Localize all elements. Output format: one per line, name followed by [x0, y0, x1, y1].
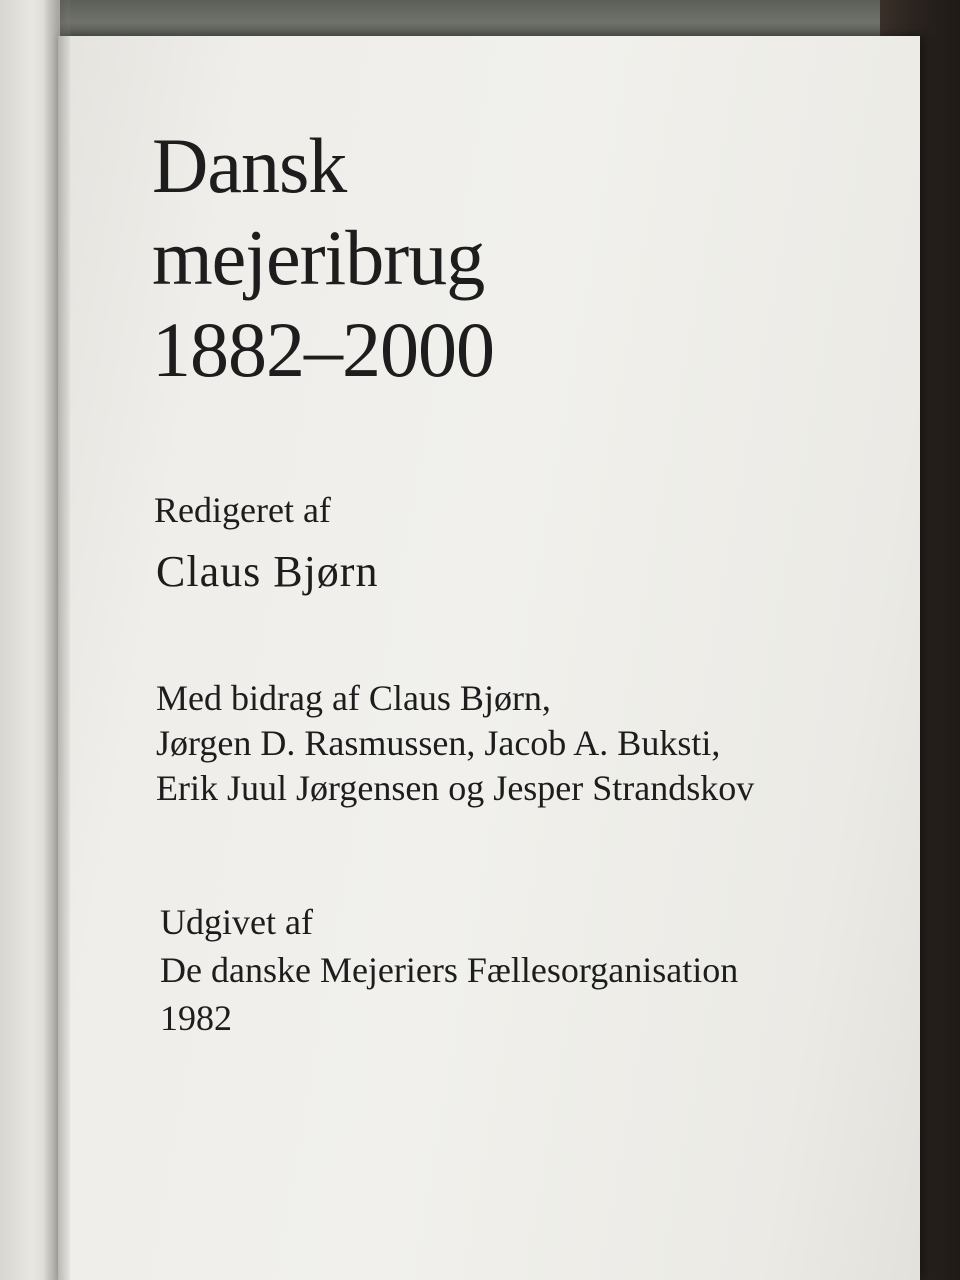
book-title	[152, 120, 494, 396]
contributors-line: Jørgen D. Rasmussen, Jacob A. Buksti,	[156, 723, 721, 763]
title-page	[58, 36, 920, 1280]
book-gutter	[44, 0, 70, 1280]
contributors	[156, 676, 754, 811]
title-line: Dansk	[152, 122, 347, 209]
publisher-label: Udgivet af	[160, 902, 313, 942]
contributors-line: Med bidrag af Claus Bjørn,	[156, 678, 551, 718]
contributors-line: Erik Juul Jørgensen og Jesper Strandskov	[156, 768, 755, 808]
publication-year: 1982	[160, 998, 232, 1038]
publisher-block	[160, 898, 738, 1042]
title-line: mejeribrug	[152, 214, 485, 301]
editor-label: Redigeret af	[154, 490, 331, 530]
editor-name: Claus Bjørn	[156, 547, 379, 596]
title-line: 1882–2000	[152, 306, 494, 393]
publisher-name: De danske Mejeriers Fællesorganisation	[160, 950, 739, 990]
